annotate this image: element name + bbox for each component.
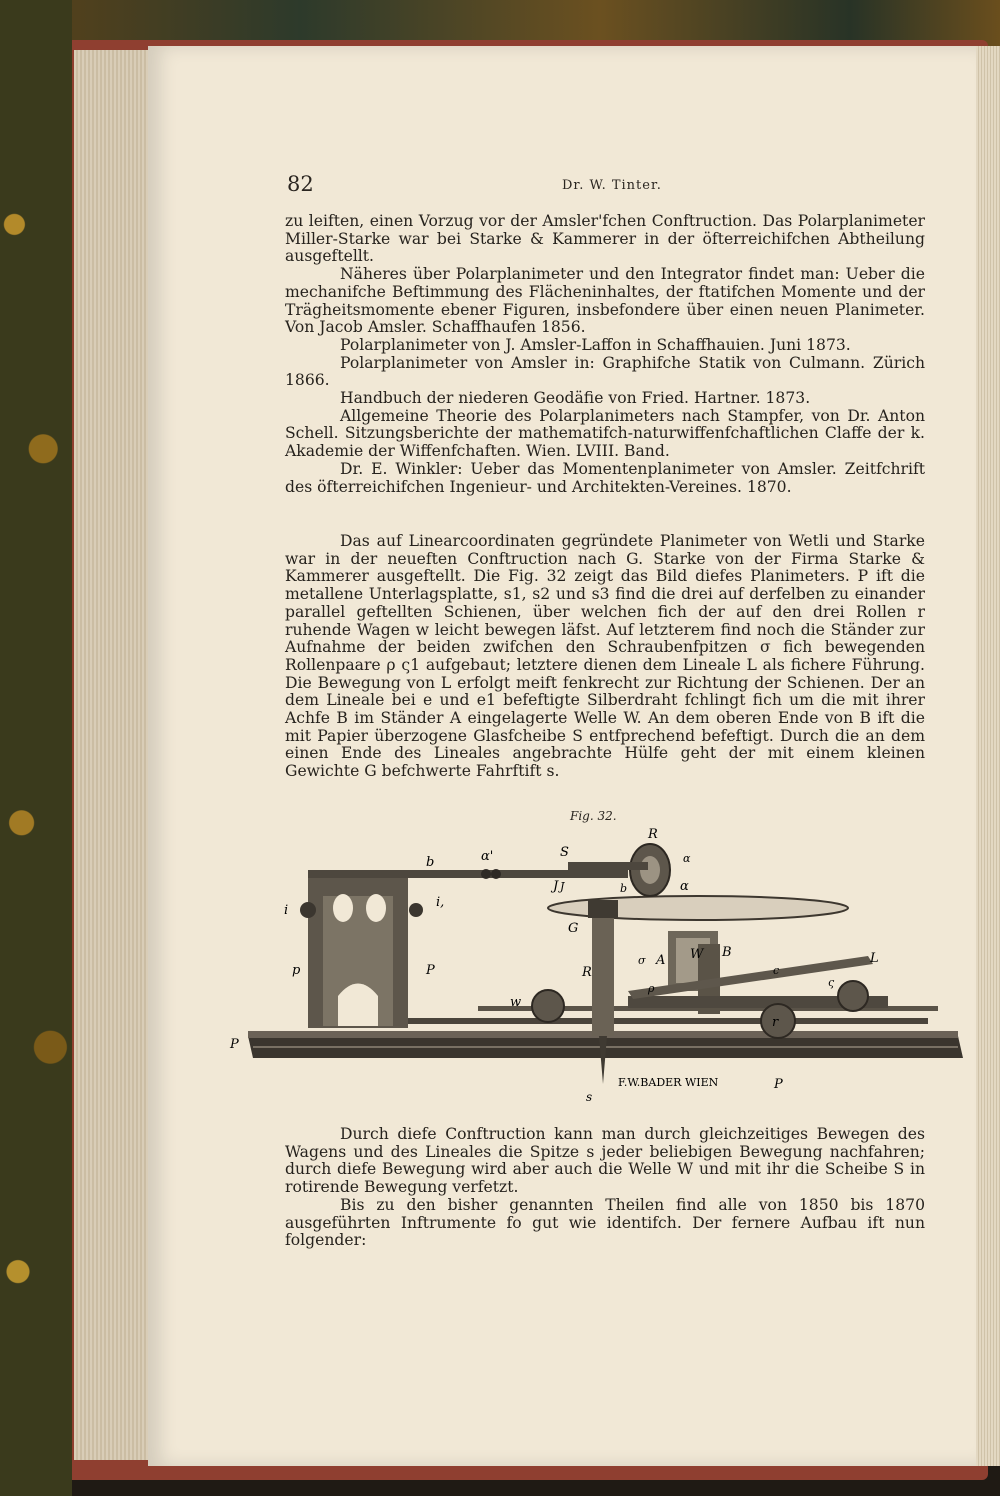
text-block-description (285, 533, 925, 781)
fig-label: σ (638, 954, 646, 967)
paragraph: Durch diefe Conftruction kann man durch gleichzeitiges Bewegen des Wagens und des Lineales die Spitze s jeder beliebigen Bewegung nachfahren; durch diefe Bewegung wird aber auch die Welle W und mit ihr die Scheibe S in rotirende Bewegung verfetzt. (285, 1125, 925, 1197)
column-cap (588, 900, 618, 918)
fig-label: ς (828, 976, 835, 989)
fig-label: i, (436, 895, 445, 910)
fig-label: L (870, 951, 879, 966)
planimeter-illustration (228, 826, 968, 1106)
stand-opening (366, 894, 386, 922)
stand-arch (338, 984, 378, 1027)
paragraph: Polarplanimeter von Amsler in: Graphifche Statik von Culmann. Zürich 1866. (285, 353, 925, 390)
fig-label: P (774, 1077, 783, 1092)
fig-label: r (772, 1015, 779, 1030)
paragraph: zu leiften, einen Vorzug vor der Amsler'fchen Conftruction. Das Polarplanimeter Miller-Starke war bei Starke & Kammerer in der öfterreichifchen Abtheilung ausgeftellt. (285, 212, 925, 266)
paragraph: Dr. E. Winkler: Ueber das Momentenplanimeter von Amsler. Zeitfchrift des öfterreichifchen Ingenieur- und Architekten-Vereines. 1870. (285, 459, 925, 496)
stand-opening (333, 894, 353, 922)
fig-label: R (582, 965, 592, 980)
fig-label: R (648, 827, 658, 842)
paragraph: Handbuch der niederen Geodäfie von Fried. Hartner. 1873. (340, 389, 811, 408)
fig-label: w (510, 995, 522, 1010)
fig-label: b (426, 855, 435, 870)
fig-label: P (230, 1037, 239, 1052)
column-g (592, 906, 614, 1036)
fig-label: W (690, 947, 704, 962)
fig-label: c (773, 964, 780, 977)
rail (348, 1018, 928, 1024)
arm-b (308, 870, 628, 878)
paragraph: Allgemeine Theorie des Polarplanimeters nach Stampfer, von Dr. Anton Schell. Sitzungsberichte der mathematifch-naturwiffenfchaftlichen Claffe der k. Akademie der Wiffenfchaften. Wien. LVIII. Band. (285, 406, 925, 461)
fig-label: ρ (648, 982, 655, 995)
figure-caption: Fig. 32. (570, 809, 617, 823)
fig-label: J (560, 880, 565, 893)
running-head: Dr. W. Tinter. (562, 178, 662, 193)
fig-label: B (722, 945, 732, 960)
fig-label: G (568, 921, 579, 936)
fig-label: i (284, 903, 289, 918)
roller-r (838, 981, 868, 1011)
arm-screw (481, 869, 491, 879)
fig-label: α' (481, 849, 494, 864)
fig-label: α (680, 879, 689, 894)
fig-label: S (560, 845, 569, 860)
knob (300, 902, 316, 918)
fig-label: P (426, 963, 435, 978)
fig-label: J (553, 879, 559, 894)
paragraph: Näheres über Polarplanimeter und den Integrator findet man: Ueber die mechanifche Beftimmung des Flächeninhaltes, der ftatifchen Momente und der Trägheitsmomente ebener Figuren, insbefondere über einen neuen Planimeter. Von Jacob Amsler. Schaffhaufen 1856. (285, 265, 925, 337)
page-number: 82 (287, 172, 314, 196)
page-stack-right (976, 46, 1000, 1466)
text-block-conclusion (285, 1126, 925, 1250)
paragraph: Das auf Linearcoordinaten gegründete Planimeter von Wetli und Starke war in der neueften Conftruction nach G. Starke von der Firma Starke & Kammerer ausgeftellt. Die Fig. 32 zeigt das Bild diefes Planimeters. P ift die metallene Unterlagsplatte, s1, s2 und s3 find die drei auf derfelben zu einander parallel geftellten Schienen, über welchen fich der auf den drei Rollen r ruhende Wagen w leicht bewegen läfst. Auf letzterem find noch die Ständer zur Aufnahme der beiden zwifchen den Schraubenfpitzen σ fich bewegenden Rollenpaare ρ ς1 aufgebaut; letztere dienen dem Lineale L als fichere Führung. Die Bewegung von L erfolgt meift fenkrecht zur Richtung der Schienen. Der an dem Lineale bei e und e1 befeftigte Silberdraht fchlingt fich um die mit ihrer Achfe B im Ständer A eingelagerte Welle W. An dem oberen Ende von B ift die mit Papier überzogene Glasfcheibe S entfprechend befeftigt. Durch die an dem einen Ende des Lineales angebrachte Hülfe geht der mit einem kleinen Gewichte G befchwerte Fahrftift s. (285, 532, 925, 781)
fig-label: α (683, 852, 691, 865)
arm-s (568, 862, 648, 870)
knob (409, 903, 423, 917)
engraver-signature: F.W.BADER WIEN (618, 1076, 719, 1089)
fig-label: p (292, 963, 301, 978)
fig-label: s (586, 1090, 593, 1104)
paragraph: Bis zu den bisher genannten Theilen find alle von 1850 bis 1870 ausgeführten Inftrumente fo gut wie identifch. Der fernere Aufbau ift nun folgender: (285, 1195, 925, 1250)
roller-r (532, 990, 564, 1022)
marbled-endpaper (0, 0, 72, 1496)
fig-label: b (620, 882, 628, 895)
paragraph: Polarplanimeter von J. Amsler-Laffon in Schaffhauien. Juni 1873. (340, 335, 851, 354)
planimeter-figure (228, 826, 968, 1106)
tracing-stylus (599, 1036, 607, 1084)
fig-label: A (656, 953, 666, 968)
page-stack-edge (74, 50, 154, 1460)
arm-screw (491, 869, 501, 879)
text-block-references (285, 213, 925, 496)
